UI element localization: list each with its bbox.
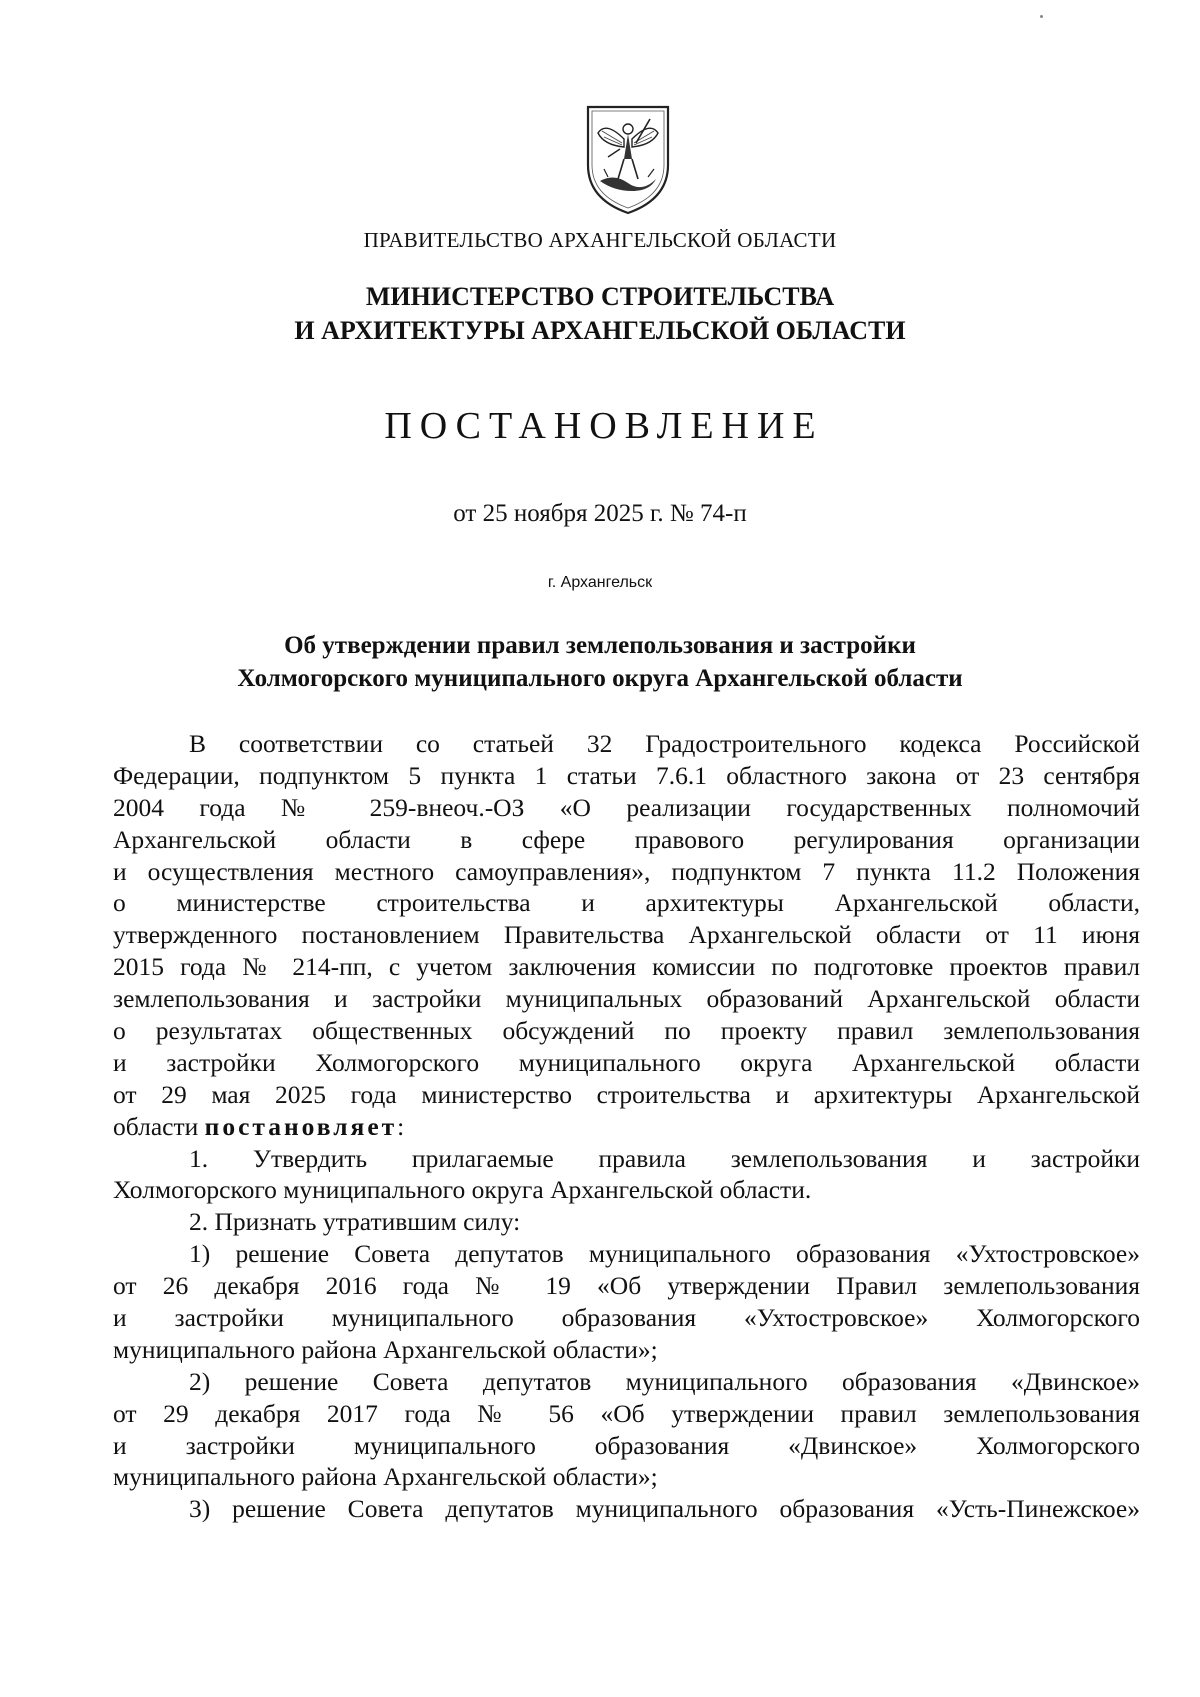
- resolution-colon: :: [397, 1111, 405, 1141]
- paragraph-final-line: [113, 1111, 1140, 1143]
- sub-item-2-line: 2) решение Совета депутатов муниципального образования «Двинское»: [189, 1366, 1140, 1396]
- scan-speck: [1040, 15, 1043, 18]
- paragraph-line: от 29 мая 2025 года министерство строительства и архитектуры Архангельской: [113, 1079, 1140, 1109]
- document-type-title: ПОСТАНОВЛЕНИЕ: [384, 405, 824, 447]
- paragraph-line: 2015 года № 214-пп, с учетом заключения комиссии по подготовке проектов правил: [113, 952, 1140, 982]
- sub-item-1-line: от 26 декабря 2016 года № 19 «Об утверждении Правил землепользования: [113, 1271, 1140, 1301]
- paragraph-line: Федерации, подпунктом 5 пункта 1 статьи 7.6.1 областного закона от 23 сентября: [113, 760, 1140, 790]
- subject-line2: Холмогорского муниципального округа Архангельской области: [237, 665, 963, 692]
- item-2-line: 2. Признать утратившим силу:: [189, 1207, 521, 1237]
- paragraph-line: землепользования и застройки муниципальных образований Архангельской области: [113, 984, 1140, 1014]
- sub-item-1-line: 1) решение Совета депутатов муниципального образования «Ухтостровское»: [189, 1239, 1140, 1269]
- subject-line1: Об утверждении правил землепользования и застройки: [284, 632, 916, 659]
- sub-item-3-line: 3) решение Совета депутатов муниципального образования «Усть-Пинежское»: [189, 1494, 1140, 1524]
- document-city: г. Архангельск: [547, 574, 653, 591]
- resolution-word: постановляет: [204, 1111, 398, 1141]
- ministry-name-line1: МИНИСТЕРСТВО СТРОИТЕЛЬСТВА: [365, 282, 835, 311]
- sub-item-2-line: муниципального района Архангельской области»;: [113, 1462, 658, 1492]
- paragraph-line: В соответствии со статьей 32 Градостроительного кодекса Российской: [189, 729, 1140, 758]
- sub-item-1-line: и застройки муниципального образования «Ухтостровское» Холмогорского: [113, 1303, 1140, 1333]
- document-date-number: от 25 ноября 2025 г. № 74-п: [453, 500, 747, 527]
- government-name: ПРАВИТЕЛЬСТВО АРХАНГЕЛЬСКОЙ ОБЛАСТИ: [363, 228, 837, 252]
- item-1-line: Холмогорского муниципального округа Архангельской области.: [113, 1175, 812, 1205]
- item-1-line: 1. Утвердить прилагаемые правила землепользования и застройки: [189, 1143, 1140, 1173]
- coat-of-arms-emblem: [584, 103, 672, 215]
- paragraph-line: Архангельской области в сфере правового регулирования организации: [113, 824, 1140, 854]
- paragraph-line: и застройки Холмогорского муниципального округа Архангельской области: [113, 1047, 1140, 1077]
- document-body: [113, 728, 1140, 1525]
- paragraph-line: утвержденного постановлением Правительства Архангельской области от 11 июня: [113, 920, 1140, 950]
- sub-item-2-line: от 29 декабря 2017 года № 56 «Об утверждении правил землепользования: [113, 1398, 1140, 1428]
- paragraph-line: и осуществления местного самоуправления», подпунктом 7 пункта 11.2 Положения: [113, 856, 1140, 886]
- sub-item-1-line: муниципального района Архангельской области»;: [113, 1334, 658, 1364]
- resolution-prefix: области: [113, 1111, 205, 1141]
- ministry-name-line2: И АРХИТЕКТУРЫ АРХАНГЕЛЬСКОЙ ОБЛАСТИ: [294, 316, 906, 345]
- paragraph-line: о результатах общественных обсуждений по проекту правил землепользования: [113, 1016, 1140, 1046]
- paragraph-line: 2004 года № 259-внеоч.-ОЗ «О реализации государственных полномочий: [113, 792, 1140, 822]
- sub-item-2-line: и застройки муниципального образования «Двинское» Холмогорского: [113, 1430, 1140, 1460]
- paragraph-line: о министерстве строительства и архитектуры Архангельской области,: [113, 888, 1140, 918]
